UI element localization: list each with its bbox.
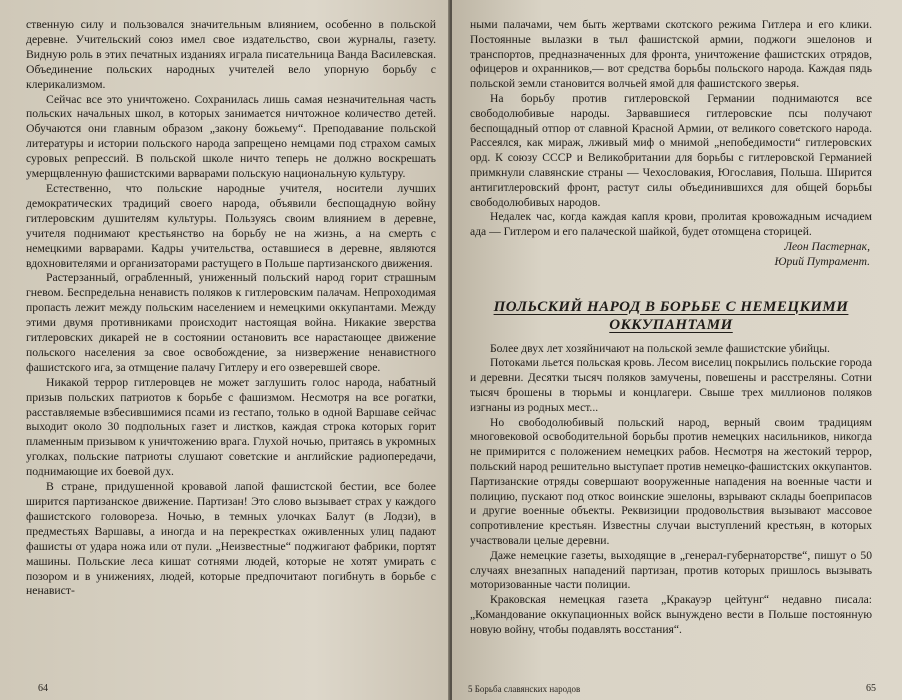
right-page-number: 65 [866, 683, 876, 694]
section-paragraph-4: Даже немецкие газеты, выходящие в „генерал-губернаторстве“, пишут о 50 случаях внезапных нападений партизан, против которых пришлось вызывать моторизованные части полиции. [470, 548, 872, 592]
section-paragraph-5: Краковская немецкая газета „Кракауэр цейтунг“ недавно писала: „Командование оккупационных войск вынуждено вести в Польше постоянную новую войну, чтобы подавлять восстания“. [470, 593, 872, 636]
section-paragraph-1: Более двух лет хозяйничают на польской земле фашистские убийцы. [490, 341, 830, 355]
left-page [0, 0, 450, 700]
section-title: ПОЛЬСКИЙ НАРОД В БОРЬБЕ С НЕМЕЦКИМИ ОККУПАНТАМИ [493, 298, 849, 333]
left-paragraph-6: В стране, придушенной кровавой лапой фашистской бестии, все более ширится партизанское движение. Партизан! Это слово вызывает страх у каждого фашистского головореза. Ночью, в темных улочках Балут (в Лодзи), в предместьях Варшавы, а иногда и на перекрестках оживленных улиц падают фашисты от удара ножа или от пули. „Неизвестные“ поджигают фабрики, портят машины. Польские леса кишат сотнями людей, которые не хотят умирать с позором и в унижениях, людей, которые предпочитают погибнуть в борьбе с ненавист- [26, 480, 436, 598]
left-paragraph-2: Сейчас все это уничтожено. Сохранилась лишь самая незначительная часть польских начальных школ, в которых занимается ничтожное количество детей. Обучаются они главным образом „закону божьему“. Преподавание польской литературы и истории польского народа запрещено немцами под страхом самых суровых репрессий. В польской школе ничто теперь не должно воскрешать умерщвленную фашистскими варварами польскую национальную культуру. [26, 92, 436, 181]
right-page [452, 0, 902, 700]
left-paragraph-4: Растерзанный, ограбленный, униженный польский народ горит страшным гневом. Беспредельна ненависть поляков к гитлеровским палачам. Непроходимая пропасть лежит между польским населением и немецкими оккупантами. Между этими двумя противниками происходит настоящая война. Никакие зверства гитлеровских дикарей не в состоянии остановить все нарастающее движение польского населения за свое освобождение, за низвержение ненавистного фашистского ига, за отмщение палачу Гитлеру и его озверевшей своре. [26, 271, 436, 374]
left-paragraph-1: ственную силу и пользовался значительным влиянием, особенно в польской деревне. Учительский союз имел свое издательство, свои журналы, газету. Видную роль в этих печатных изданиях играла писательница Ванда Василевская. Объединение польских народных учителей вело упорную борьбу с клерикализмом. [26, 18, 436, 91]
right-paragraph-3: Недалек час, когда каждая капля крови, пролитая кровожадным исчадием ада — Гитлером и его палаческой шайкой, будет отомщена сторицей. [470, 210, 872, 239]
right-paragraph-2: На борьбу против гитлеровской Германии поднимаются все свободолюбивые народы. Зарвавшиеся гитлеровские псы получают беспощадный отпор от славной Красной Армии, от великого советского народа. Рассеялся, как мираж, лживый миф о мнимой „непобедимости“ гитлеровских орд. К союзу СССР и Великобритании для борьбы с гитлеровской Германией примкнули славянские страны — Чехословакия, Югославия, Польша. Ширится антигитлеровский фронт, растут силы объединившихся для общей борьбы свободолюбивых народов. [470, 91, 872, 209]
signature-pasternak: Леон Пастернак, [784, 239, 870, 253]
left-paragraph-5: Никакой террор гитлеровцев не может заглушить голос народа, набатный призыв польских патриотов к борьбе с фашизмом. Несмотря на все рогатки, расставляемые взбесившимися псами из гестапо, только в одной Варшаве сейчас выходит около 30 подпольных газет и листков, каждая строка которых горит пламенным призывом к уничтожению врага. Глухой ночью, притаясь в укромных уголках, польские патриоты слушают советские и английские радиопередачи, поднимающие их боевой дух. [26, 375, 436, 479]
section-paragraph-2: Потоками льется польская кровь. Лесом виселиц покрылись польские города и деревни. Десятки тысяч поляков замучены, повешены и расстреляны. Сотни тысяч брошены в тюрьмы и концлагери. Свыше трех миллионов поляков изгнаны из родных мест... [470, 356, 872, 414]
left-paragraph-3: Естественно, что польские народные учителя, носители лучших демократических традиций своего народа, объявили беспощадную войну гитлеровским душителям культуры. Пользуясь своим влиянием в деревне, учителя поднимают крестьянство на борьбу не на жизнь, а на смерть с немецкими варварами. Кадры учительства, оставшиеся в деревне, являются вдохновителями и организаторами растущего в Польше партизанского движения. [26, 181, 436, 270]
right-paragraph-1: ными палачами, чем быть жертвами скотского режима Гитлера и его клики. Постоянные вылазки в тыл фашистской армии, поджоги эшелонов и транспортов, предназначенных для фронта, уничтожение фашистских отрядов, офицеров и охранников,— вот средства борьбы польского народа. Каждая пядь польской земли становится волчьей ямой для фашистского зверья. [470, 18, 872, 91]
footer-signature-note: 5 Борьба славянских народов [468, 684, 581, 694]
left-page-number: 64 [38, 683, 48, 694]
section-paragraph-3: Но свободолюбивый польский народ, верный своим традициям многовековой освободительной борьбы против немецких насильников, никогда не примирится с положением немецких рабов. Несмотря на жестокий террор, польский народ решительно выступает против немецко-фашистских оккупантов. Партизанские отряды совершают вооруженные нападения на военные части и полицию, пускают под откос воинские эшелоны, взрывают склады боеприпасов и другие военные объекты. Реквизиции продовольствия вызывают массовое сопротивление крестьян. Известны случаи выступлений крестьян, в которых участвовали целые деревни. [470, 415, 872, 547]
signature-putrament: Юрий Путрамент. [774, 254, 870, 268]
